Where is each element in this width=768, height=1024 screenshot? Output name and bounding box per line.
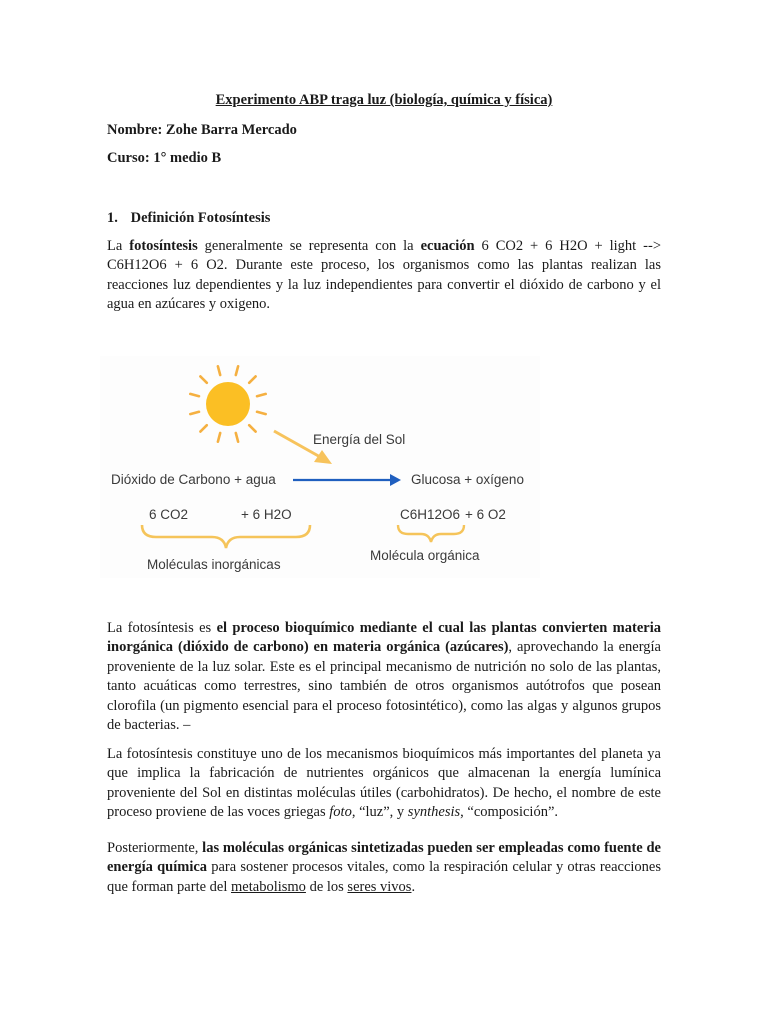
link-seres-vivos[interactable]: seres vivos — [347, 878, 412, 895]
link-metabolismo[interactable]: metabolismo — [231, 878, 306, 895]
energy-label: Energía del Sol — [313, 432, 406, 447]
reaction-arrow-icon — [293, 474, 401, 486]
sun-ray — [218, 366, 220, 375]
diagram-svg — [100, 356, 540, 578]
formula-glucose: C6H12O6 — [400, 507, 461, 522]
inorganic-label: Moléculas inorgánicas — [147, 557, 281, 572]
paragraph-importance — [107, 745, 661, 823]
sun-ray — [249, 425, 255, 431]
text-run: La fotosíntesis es — [107, 620, 217, 636]
sun-disc — [206, 382, 250, 426]
text-run: 6 CO2 + 6 H2O + light --> C6H12O6 + 6 O2. Durante este proceso, los organismos como las plantas realizan las reacciones luz dependientes y la luz independientes para convertir el dióxido de carbono y el agua en azúcares y oxigeno. — [107, 238, 661, 313]
italic-term-foto: foto — [329, 804, 352, 821]
sun-ray — [200, 425, 206, 431]
bold-term-fotosintesis: fotosíntesis — [129, 238, 198, 254]
document-title: Experimento ABP traga luz (biología, química y física) — [215, 92, 553, 108]
student-name: Nombre: Zohe Barra Mercado — [107, 122, 297, 138]
section-number: 1. — [107, 210, 118, 226]
text-run: de los — [305, 878, 348, 895]
formula-h2o: + 6 H2O — [241, 507, 292, 522]
sun-ray — [190, 394, 199, 396]
photosynthesis-diagram — [100, 356, 540, 578]
bold-definition: el proceso bioquímico mediante el cual las plantas convierten materia inorgánica (dióxido de carbono) en materia orgánica (azúcares) — [107, 620, 661, 656]
text-run: La fotosíntesis constituye uno de los mecanismos bioquímicos más importantes del planeta ya que implica la fabricación de nutrientes orgánicos que almacenan la energía lumínica proveniente del Sol en distintas moléculas útiles (carbohidratos). De hecho, el nombre de este proceso proviene de las voces griegas — [107, 746, 661, 821]
reactants-label: Dióxido de Carbono + agua — [111, 472, 276, 487]
text-run: para sostener procesos vitales, como la respiración celular y otras reacciones que forman parte del — [107, 859, 661, 895]
sun-ray — [236, 366, 238, 375]
section-heading — [107, 210, 270, 227]
sun-ray — [190, 412, 199, 414]
text-run: , “composición”. — [460, 804, 559, 821]
organic-label: Molécula orgánica — [370, 548, 480, 563]
paragraph-process — [107, 619, 661, 735]
sun-ray — [257, 412, 266, 414]
sun-icon — [190, 366, 265, 441]
products-label: Glucosa + oxígeno — [411, 472, 524, 487]
section-title: Definición Fotosíntesis — [130, 210, 271, 226]
sun-ray — [236, 433, 238, 442]
italic-term-synthesis: synthesis — [407, 804, 461, 821]
text-run: , “luz”, y — [351, 804, 408, 821]
paragraph-definition — [107, 237, 661, 315]
organic-brace-icon — [398, 525, 464, 542]
bold-term-ecuacion: ecuación — [420, 238, 475, 254]
text-run: , aprovechando la energía proveniente de la luz solar. Este es el principal mecanismo de nutrición no solo de las plantas, tanto acuáticas como terrestres, sino también de otros organismos autótrofos que posean clorofila (un pigmento esencial para el proceso fotosintético), como las algas y algunos grupos de bacterias. – — [107, 639, 661, 734]
paragraph-energy — [107, 839, 661, 897]
sun-ray — [249, 376, 255, 382]
text-run: . — [411, 878, 416, 895]
text-run: La — [107, 238, 130, 254]
bold-energy-statement: las moléculas orgánicas sintetizadas pueden ser empleadas como fuente de energía química — [107, 840, 661, 876]
formula-co2: 6 CO2 — [149, 507, 189, 522]
sun-ray — [257, 394, 266, 396]
sun-ray — [200, 376, 206, 382]
inorganic-brace-icon — [142, 525, 310, 548]
formula-o2: + 6 O2 — [465, 507, 506, 522]
student-course: Curso: 1° medio B — [107, 150, 222, 166]
sun-ray — [218, 433, 220, 442]
text-run: generalmente se representa con la — [197, 238, 421, 254]
text-run: Posteriormente, — [107, 840, 203, 856]
